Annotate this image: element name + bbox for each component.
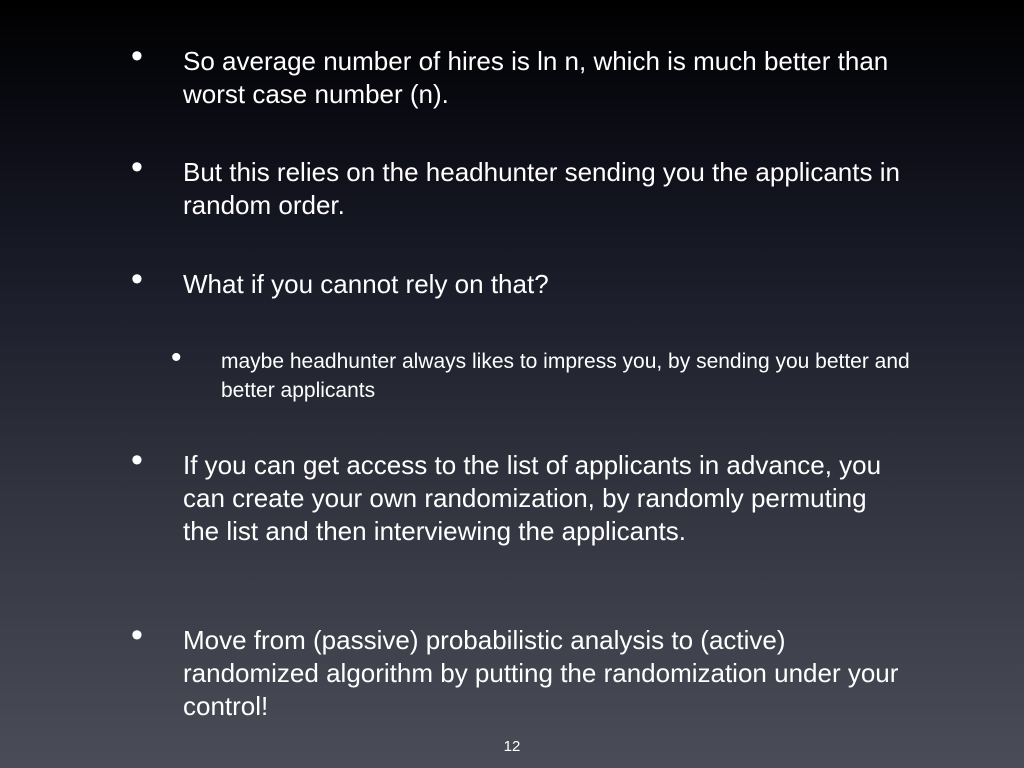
- bullet-item: [131, 148, 903, 222]
- bullet-marker: •: [131, 37, 143, 75]
- bullet-item: [131, 260, 903, 301]
- bullet-text: But this relies on the headhunter sending you the applicants in random order.: [183, 157, 900, 220]
- sub-bullet-marker: •: [171, 341, 182, 374]
- page-number: 12: [503, 738, 521, 755]
- bullet-item: [131, 37, 903, 111]
- bullet-text: Move from (passive) probabilistic analysis to (active) randomized algorithm by putting the randomization under your control!: [183, 625, 899, 721]
- bullet-item: [131, 616, 903, 723]
- bullet-marker: •: [131, 260, 143, 298]
- bullet-marker: •: [131, 148, 143, 186]
- bullet-marker: •: [131, 441, 143, 479]
- sub-bullet-text: maybe headhunter always likes to impress you, by sending you better and better applicants: [221, 350, 910, 402]
- bullet-item: [131, 441, 903, 548]
- sub-bullet-item: [171, 341, 921, 405]
- bullet-text: So average number of hires is ln n, which is much better than worst case number (n).: [183, 46, 889, 109]
- bullet-text: What if you cannot rely on that?: [183, 269, 549, 299]
- bullet-text: If you can get access to the list of applicants in advance, you can create your own randomization, by randomly permuting the list and then interviewing the applicants.: [183, 450, 882, 546]
- bullet-marker: •: [131, 616, 143, 654]
